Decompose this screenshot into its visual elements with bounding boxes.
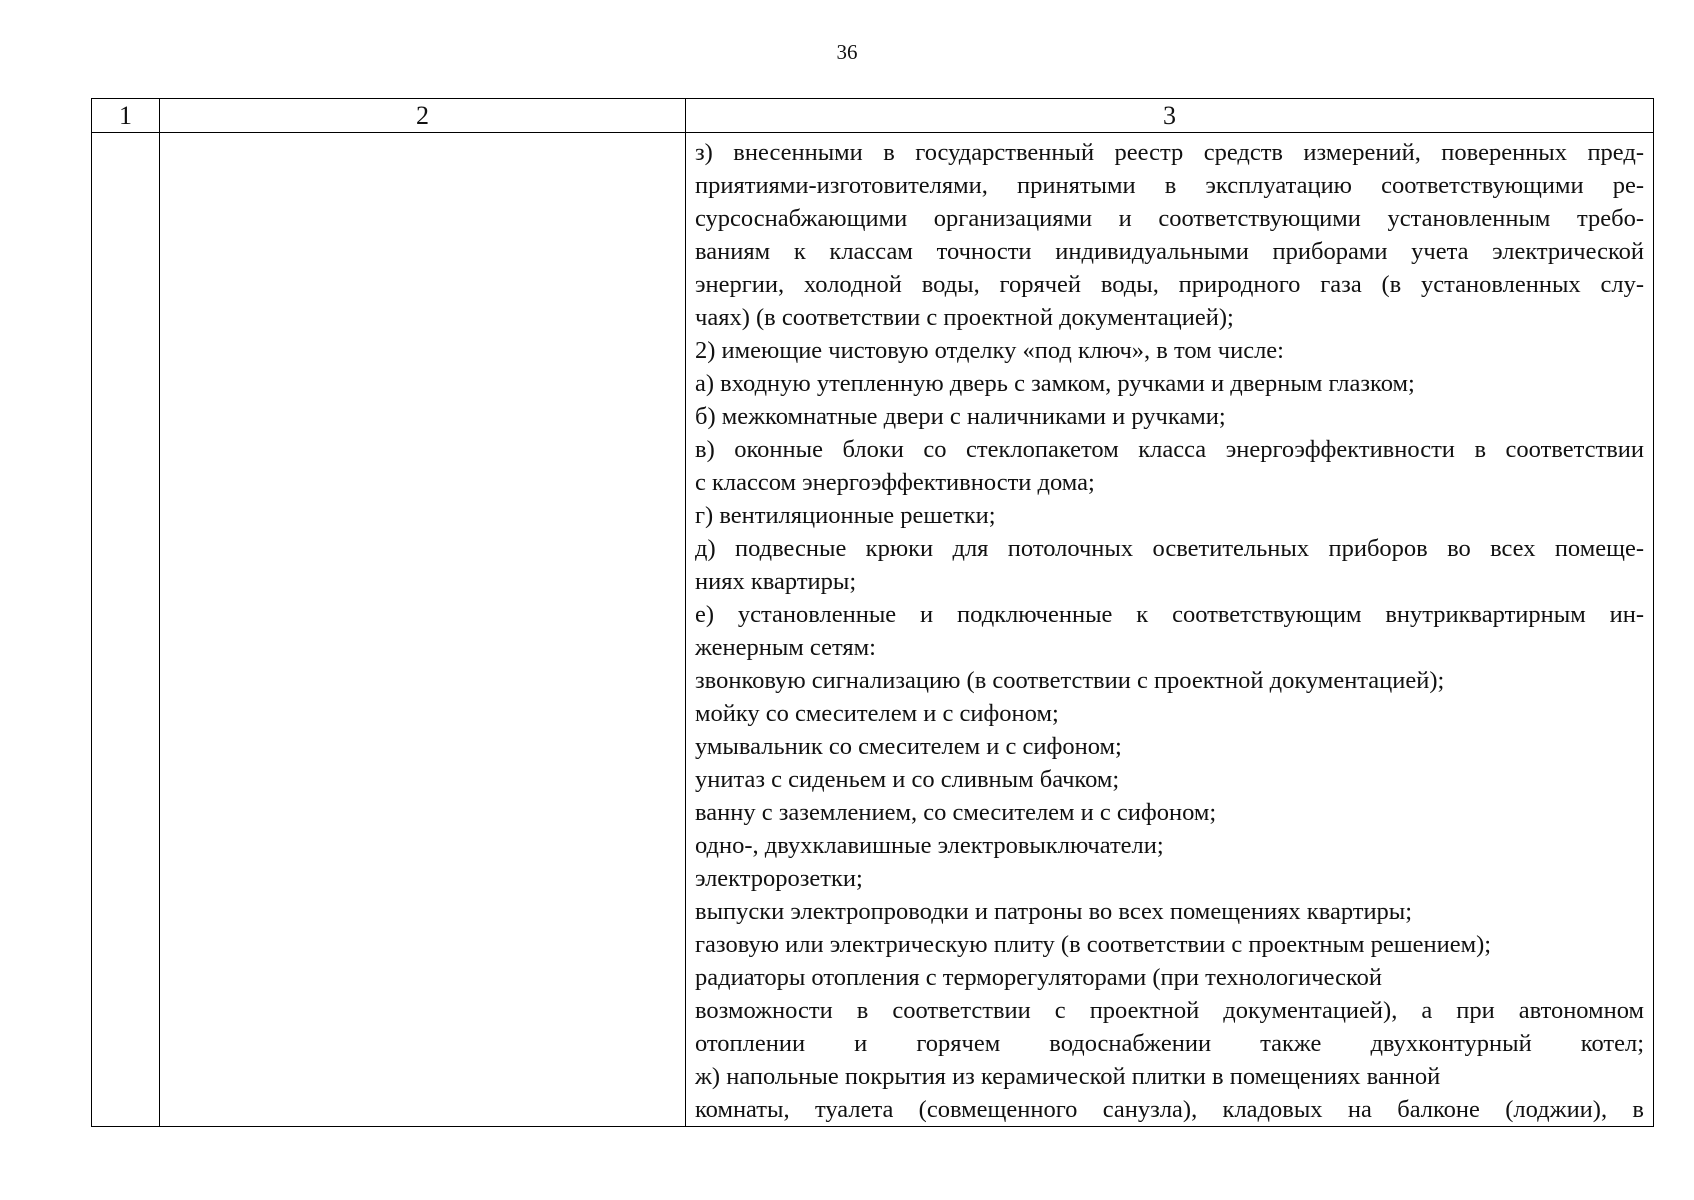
text-line: отоплении и горячем водоснабжении также двухконтурный котел; bbox=[695, 1030, 1644, 1057]
text-line: одно-, двухклавишные электровыключатели; bbox=[695, 832, 1164, 859]
text-line: сурсоснабжающими организациями и соответствующими установленным требо- bbox=[695, 205, 1644, 232]
text-line: 2) имеющие чистовую отделку «под ключ», в том числе: bbox=[695, 337, 1284, 364]
text-line: ванну с заземлением, со смесителем и с сифоном; bbox=[695, 799, 1217, 826]
text-line: газовую или электрическую плиту (в соответствии с проектным решением); bbox=[695, 931, 1492, 958]
text-line: в) оконные блоки со стеклопакетом класса энергоэффективности в соответствии bbox=[695, 436, 1644, 463]
column-header-1: 1 bbox=[92, 99, 160, 133]
text-line: электророзетки; bbox=[695, 865, 863, 892]
text-line: д) подвесные крюки для потолочных осветительных приборов во всех помеще- bbox=[695, 535, 1644, 562]
text-line: радиаторы отопления с терморегуляторами (при технологической bbox=[695, 964, 1382, 991]
text-line: женерным сетям: bbox=[695, 634, 876, 661]
text-line: з) внесенными в государственный реестр средств измерений, поверенных пред- bbox=[695, 139, 1644, 166]
column-header-2: 2 bbox=[160, 99, 686, 133]
column-header-3: 3 bbox=[686, 99, 1654, 133]
text-line: ниях квартиры; bbox=[695, 568, 857, 595]
column-3-text bbox=[695, 136, 1644, 1126]
text-line: мойку со смесителем и с сифоном; bbox=[695, 700, 1059, 727]
column-2-cell bbox=[160, 133, 686, 1127]
text-line: а) входную утепленную дверь с замком, ручками и дверным глазком; bbox=[695, 370, 1415, 397]
text-line: приятиями-изготовителями, принятыми в эксплуатацию соответствующими ре- bbox=[695, 172, 1644, 199]
text-line: энергии, холодной воды, горячей воды, природного газа (в установленных слу- bbox=[695, 271, 1644, 298]
text-line: комнаты, туалета (совмещенного санузла), кладовых на балконе (лоджии), в bbox=[695, 1096, 1644, 1123]
requirements-table bbox=[91, 98, 1654, 1127]
column-3-cell bbox=[686, 133, 1654, 1127]
text-line: б) межкомнатные двери с наличниками и ручками; bbox=[695, 403, 1226, 430]
text-line: е) установленные и подключенные к соответствующим внутриквартирным ин- bbox=[695, 601, 1644, 628]
text-line: умывальник со смесителем и с сифоном; bbox=[695, 733, 1122, 760]
text-line: звонковую сигнализацию (в соответствии с проектной документацией); bbox=[695, 667, 1445, 694]
table-row bbox=[92, 133, 1654, 1127]
column-1-cell bbox=[92, 133, 160, 1127]
page-number: 36 bbox=[836, 40, 858, 64]
text-line: ж) напольные покрытия из керамической плитки в помещениях ванной bbox=[695, 1063, 1441, 1090]
text-line: чаях) (в соответствии с проектной документацией); bbox=[695, 304, 1234, 331]
text-line: ваниям к классам точности индивидуальными приборами учета электрической bbox=[695, 238, 1644, 265]
table-header-row bbox=[92, 99, 1654, 133]
text-line: возможности в соответствии с проектной документацией), а при автономном bbox=[695, 997, 1644, 1024]
text-line: выпуски электропроводки и патроны во всех помещениях квартиры; bbox=[695, 898, 1413, 925]
text-line: с классом энергоэффективности дома; bbox=[695, 469, 1095, 496]
text-line: г) вентиляционные решетки; bbox=[695, 502, 996, 529]
text-line: унитаз с сиденьем и со сливным бачком; bbox=[695, 766, 1120, 793]
